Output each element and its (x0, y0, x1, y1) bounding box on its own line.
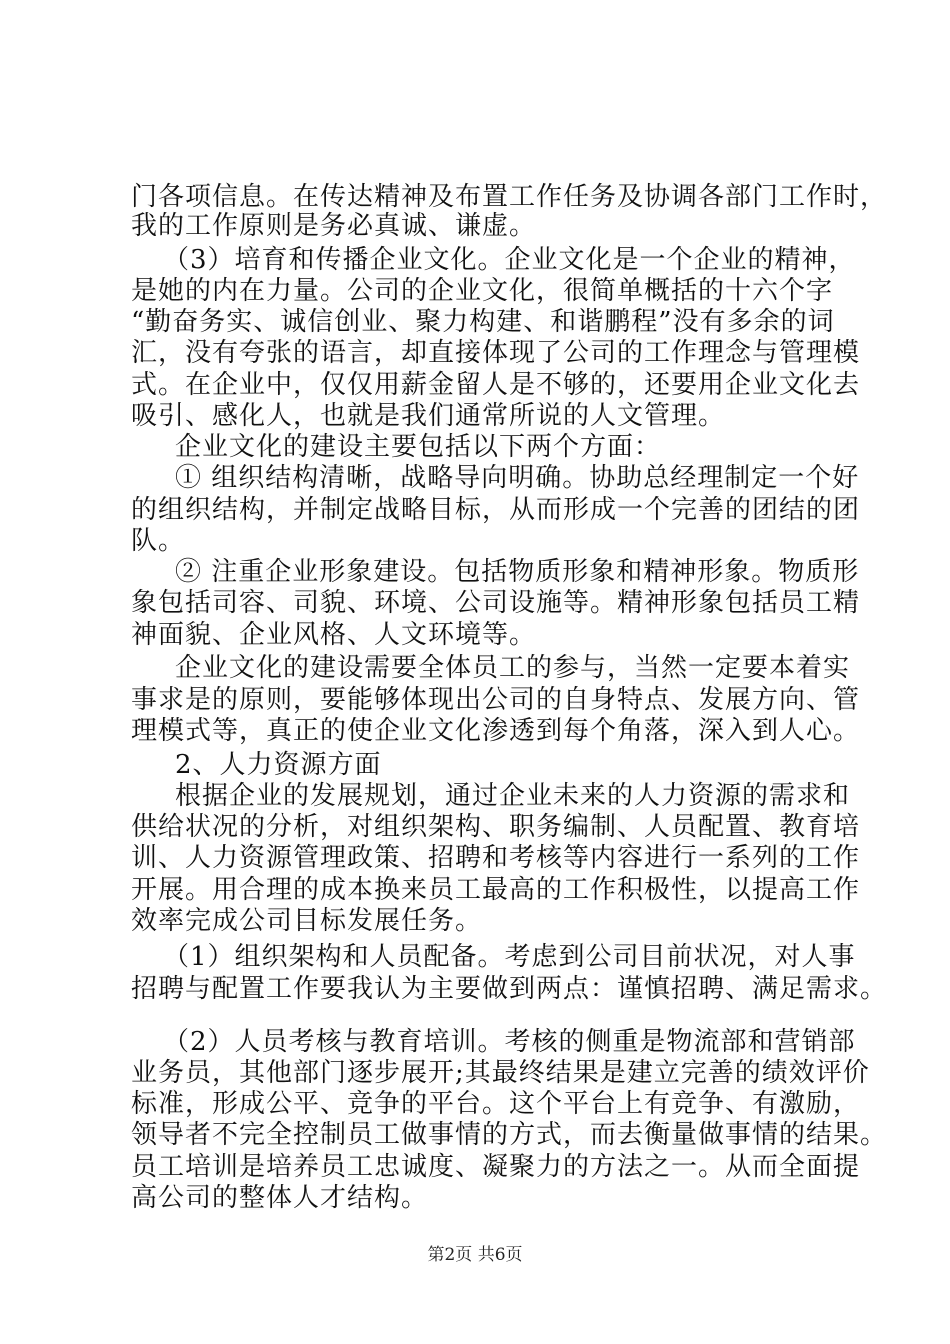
text-line: 是她的内在力量。公司的企业文化，很简单概括的十六个字 (131, 276, 834, 306)
text-line: 企业文化的建设需要全体员工的参与，当然一定要本着实 (175, 653, 851, 683)
text-line: （1）组织架构和人员配备。考虑到公司目前状况，对人事 (163, 942, 856, 972)
text-line: 供给状况的分析，对组织架构、职务编制、人员配置、教育培 (131, 812, 861, 842)
text-line: 员工培训是培养员工忠诚度、凝聚力的方法之一。从而全面提 (131, 1152, 861, 1182)
text-line: 效率完成公司目标发展任务。 (131, 906, 483, 936)
text-line: 神面貌、企业风格、人文环境等。 (131, 620, 537, 650)
text-line: 队。 (131, 526, 186, 556)
text-line: 标准，形成公平、竞争的平台。这个平台上有竞争、有激励， (131, 1089, 861, 1119)
text-line: （3）培育和传播企业文化。企业文化是一个企业的精神， (163, 245, 856, 275)
text-line: 的组织结构，并制定战略目标，从而形成一个完善的团结的团 (131, 495, 861, 525)
page-number-footer: 第2页 共6页 (427, 1245, 523, 1265)
text-line: 理模式等，真正的使企业文化渗透到每个角落，深入到人心。 (131, 716, 861, 746)
text-line: （2）人员考核与教育培训。考核的侧重是物流部和营销部 (163, 1027, 856, 1057)
text-line: 式。在企业中，仅仅用薪金留人是不够的，还要用企业文化去 (131, 370, 861, 400)
text-line: 门各项信息。在传达精神及布置工作任务及协调各部门工作时， (131, 182, 888, 212)
text-line: 开展。用合理的成本换来员工最高的工作积极性，以提高工作 (131, 875, 861, 905)
text-line: 领导者不完全控制员工做事情的方式，而去衡量做事情的结果。 (131, 1120, 888, 1150)
text-line: 事求是的原则，要能够体现出公司的自身特点、发展方向、管 (131, 685, 861, 715)
text-line: 我的工作原则是务必真诚、谦虚。 (131, 211, 537, 241)
section-heading: 2、人力资源方面 (175, 750, 382, 780)
text-line: 象包括司容、司貌、环境、公司设施等。精神形象包括员工精 (131, 588, 861, 618)
text-line: 高公司的整体人才结构。 (131, 1183, 429, 1213)
text-line: 根据企业的发展规划，通过企业未来的人力资源的需求和 (175, 781, 851, 811)
text-line: 吸引、感化人，也就是我们通常所说的人文管理。 (131, 401, 726, 431)
text-line: 业务员，其他部门逐步展开;其最终结果是建立完善的绩效评价 (131, 1058, 870, 1088)
text-line: ① 组织结构清晰，战略导向明确。协助总经理制定一个好 (175, 463, 860, 493)
text-line: 汇，没有夸张的语言，却直接体现了公司的工作理念与管理模 (131, 338, 861, 368)
text-line: 招聘与配置工作要我认为主要做到两点：谨慎招聘、满足需求。 (131, 974, 888, 1004)
text-line: 企业文化的建设主要包括以下两个方面： (175, 432, 662, 462)
text-line: 训、人力资源管理政策、招聘和考核等内容进行一系列的工作 (131, 843, 861, 873)
text-line: ② 注重企业形象建设。包括物质形象和精神形象。物质形 (175, 557, 860, 587)
text-line: “勤奋务实、诚信创业、聚力构建、和谐鹏程”没有多余的词 (131, 307, 835, 337)
